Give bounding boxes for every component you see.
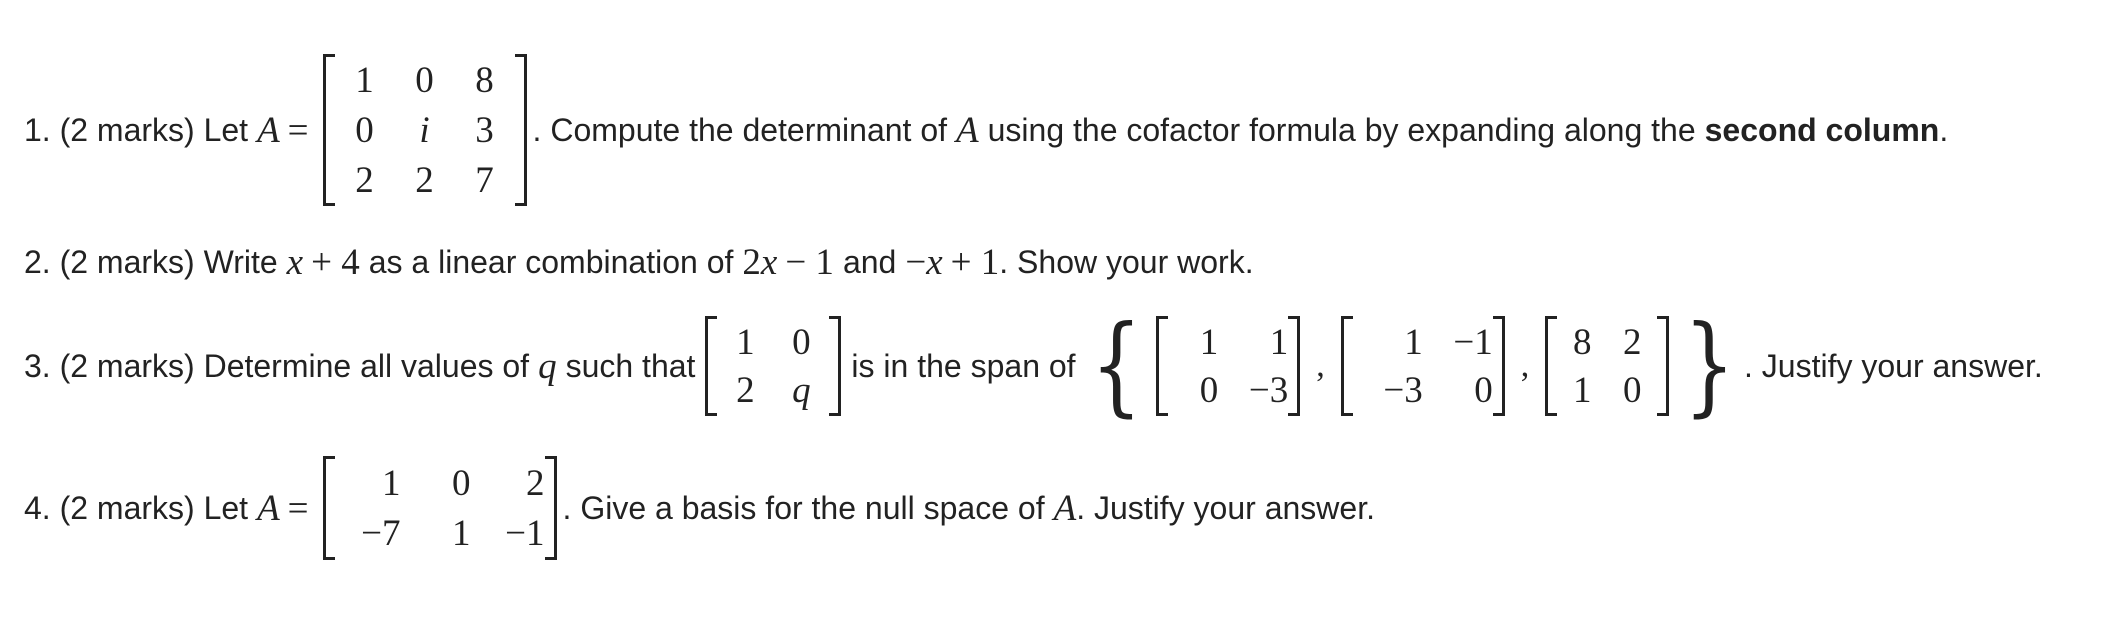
right-bracket <box>545 456 557 560</box>
matrix-cell: 3 <box>475 109 494 151</box>
q3-set-matrix-3 <box>1545 316 1669 416</box>
q3-mid1: such that <box>565 347 696 384</box>
q4-text-a: . Give a basis for the null space of <box>562 489 1045 526</box>
question-2 <box>24 240 1254 284</box>
q1-end: . <box>1939 111 1949 148</box>
matrix-cell: 0 <box>1199 369 1219 411</box>
matrix-cell: 2 <box>355 159 374 201</box>
matrix-cell: 1 <box>1199 321 1219 363</box>
matrix-cell: 1 <box>1269 321 1289 363</box>
right-bracket <box>1288 316 1300 416</box>
matrix-cell: q <box>792 369 811 411</box>
matrix-cell: 0 <box>792 321 811 363</box>
q3-target-matrix <box>705 316 841 416</box>
matrix-cell: 1 <box>382 462 401 504</box>
set-separator: , <box>1520 347 1530 384</box>
q4-var-a: A <box>257 487 280 529</box>
q3-span-set <box>1082 303 1744 428</box>
q1-matrix <box>323 54 527 206</box>
q1-prefix: 1. (2 marks) Let <box>24 111 249 148</box>
q3-set-matrix-1 <box>1156 316 1300 416</box>
q1-text-a: . Compute the determinant of <box>532 111 947 148</box>
matrix-cell: 1 <box>1404 321 1423 363</box>
q2-mid2: and <box>842 243 897 280</box>
matrix-cell: i <box>419 109 430 151</box>
matrix-cell: 0 <box>1623 369 1642 411</box>
q2-expr2-var: x <box>760 241 778 283</box>
q4-var-a-2: A <box>1053 487 1077 529</box>
matrix-cell: −1 <box>1453 321 1493 363</box>
matrix-cell: −3 <box>1248 369 1289 411</box>
q1-text-b: using the cofactor formula by expanding along the <box>987 111 1696 148</box>
right-bracket <box>515 54 527 206</box>
matrix-cell: −7 <box>361 512 401 554</box>
q2-end: . Show your work. <box>999 243 1254 280</box>
set-separator: , <box>1316 347 1325 384</box>
matrix-cell: −1 <box>505 512 545 554</box>
right-bracket <box>1657 316 1669 416</box>
q1-var-a: A <box>257 109 280 151</box>
q2-expr2-rest: − 1 <box>785 241 834 283</box>
left-bracket <box>705 316 717 416</box>
q3-var-q: q <box>538 345 557 387</box>
matrix-cell: 1 <box>1573 369 1592 411</box>
q3-set-matrix-2 <box>1341 316 1505 416</box>
q4-matrix <box>323 456 557 560</box>
matrix-cell: 2 <box>736 369 755 411</box>
question-3 <box>24 303 2043 428</box>
left-brace: { <box>1090 303 1142 428</box>
matrix-cell: 0 <box>355 109 374 151</box>
left-bracket <box>1341 316 1353 416</box>
left-bracket <box>1156 316 1168 416</box>
matrix-cell: 1 <box>736 321 755 363</box>
matrix-cell: 2 <box>526 462 545 504</box>
right-brace: } <box>1683 303 1736 428</box>
q2-expr1-var: x <box>286 241 304 283</box>
matrix-cell: −3 <box>1383 369 1423 411</box>
matrix-cell: 7 <box>475 159 494 201</box>
right-bracket <box>829 316 841 416</box>
q3-mid2: is in the span of <box>851 347 1076 384</box>
question-4 <box>24 452 1375 564</box>
q2-prefix: 2. (2 marks) Write <box>24 243 278 280</box>
matrix-cell: 0 <box>415 59 434 101</box>
q3-end: . Justify your answer. <box>1744 347 2043 384</box>
question-1 <box>24 50 1948 210</box>
q2-mid1: as a linear combination of <box>368 243 734 280</box>
matrix-cell: 0 <box>1474 369 1493 411</box>
q2-expr3-sign: − <box>905 241 927 283</box>
q2-expr2-num: 2 <box>742 241 761 283</box>
q2-expr1-rest: + 4 <box>311 241 360 283</box>
matrix-cell: 8 <box>1573 321 1592 363</box>
right-bracket <box>1493 316 1505 416</box>
left-bracket <box>323 54 335 206</box>
matrix-cell: 1 <box>355 59 374 101</box>
q2-expr3-rest: + 1 <box>950 241 1000 283</box>
matrix-cell: 2 <box>1623 321 1642 363</box>
left-bracket <box>1545 316 1557 416</box>
q1-var-a-2: A <box>956 109 979 151</box>
q1-bold-phrase: second column <box>1704 111 1940 148</box>
matrix-cell: 0 <box>452 462 471 504</box>
matrix-cell: 2 <box>415 159 434 201</box>
matrix-cell: 1 <box>452 512 471 554</box>
q3-prefix: 3. (2 marks) Determine all values of <box>24 347 530 384</box>
q4-prefix: 4. (2 marks) Let <box>24 489 249 526</box>
q2-expr3-var: x <box>926 241 943 283</box>
left-bracket <box>323 456 335 560</box>
q1-equals: = <box>287 109 309 151</box>
q4-equals: = <box>287 487 309 529</box>
q4-end: . Justify your answer. <box>1076 489 1375 526</box>
matrix-cell: 8 <box>475 59 494 101</box>
